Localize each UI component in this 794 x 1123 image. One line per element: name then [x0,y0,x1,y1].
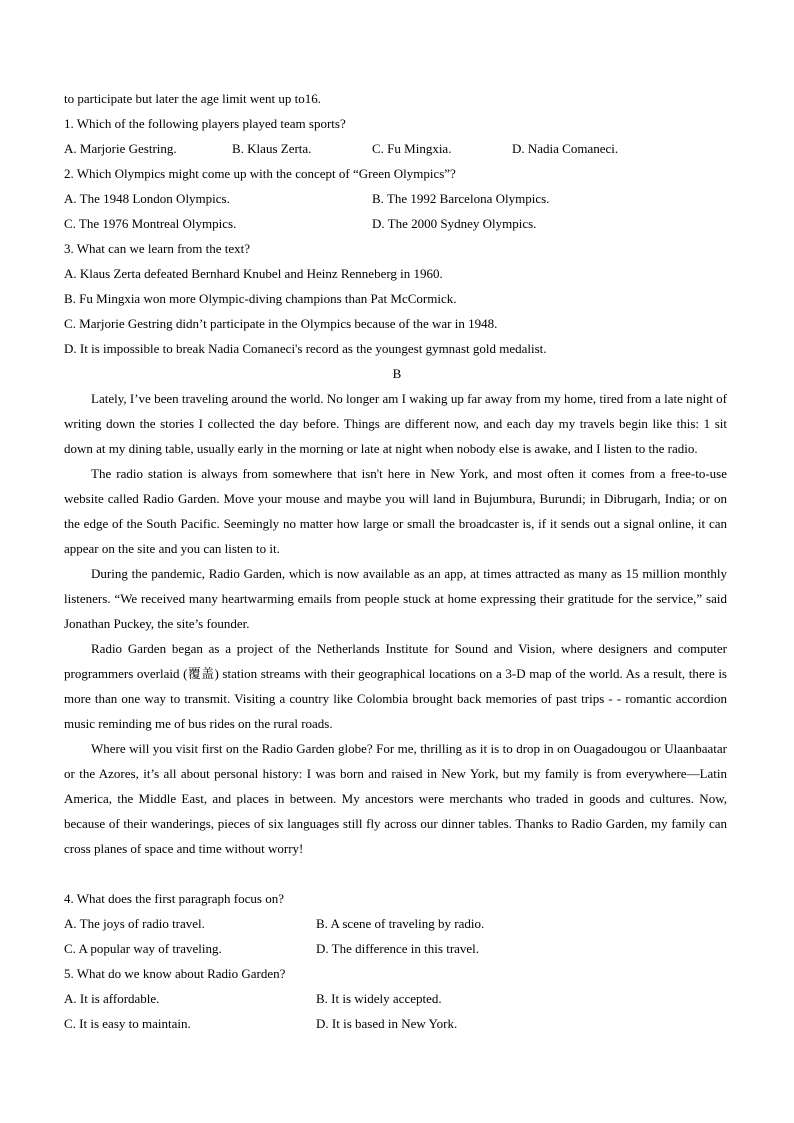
question-1-option-c: C. Fu Mingxia. [372,141,452,156]
passage-paragraph: During the pandemic, Radio Garden, which is now available as an app, at times attracted as many as 15 million monthly listeners. “We received many heartwarming emails from people stuck at home expressing their gratitude for the service,” said Jonathan Puckey, the site’s founder. [64,566,727,631]
section-heading: B [392,366,402,381]
passage-paragraph: Where will you visit first on the Radio Garden globe? For me, thrilling as it is to drop in on Ouagadougou or Ulaanbaatar or the Azores, it’s all about personal history: I was born and raised in New York, but my family is from everywhere—Latin America, the Middle East, and places in between. My ancestors were merchants who traded in goods and cultures. Now, because of their wanderings, pieces of six languages still fly across our dinner tables. Thanks to Radio Garden, my family can cross planes of space and time without worry! [64,741,727,856]
question-5-option-c: C. It is easy to maintain. [64,1016,191,1031]
question-3-option-a: A. Klaus Zerta defeated Bernhard Knubel and Heinz Renneberg in 1960. [64,266,443,281]
question-5-option-b: B. It is widely accepted. [316,991,442,1006]
question-4-stem: 4. What does the first paragraph focus on? [64,891,284,906]
question-3-option-c: C. Marjorie Gestring didn’t participate in the Olympics because of the war in 1948. [64,316,498,331]
question-4-option-b: B. A scene of traveling by radio. [316,916,485,931]
question-2-option-a: A. The 1948 London Olympics. [64,191,230,206]
question-1-option-b: B. Klaus Zerta. [232,141,312,156]
question-1-stem: 1. Which of the following players played team sports? [64,116,346,131]
question-5-stem: 5. What do we know about Radio Garden? [64,966,286,981]
question-2-stem: 2. Which Olympics might come up with the concept of “Green Olympics”? [64,166,456,181]
intro-tail: to participate but later the age limit went up to16. [64,91,322,106]
passage-paragraph: Lately, I’ve been traveling around the world. No longer am I waking up far away from my home, tired from a late night of writing down the stories I collected the day before. Things are different now, and each day my travels begin like this: 1 sit down at my dining table, usually early in the morning or late at night when nobody else is awake, and I listen to the radio. [64,391,727,456]
question-1-option-d: D. Nadia Comaneci. [512,141,619,156]
question-2-option-b: B. The 1992 Barcelona Olympics. [372,191,550,206]
question-2-option-c: C. The 1976 Montreal Olympics. [64,216,237,231]
question-4-option-a: A. The joys of radio travel. [64,916,205,931]
question-5-option-d: D. It is based in New York. [316,1016,458,1031]
question-1-option-a: A. Marjorie Gestring. [64,141,177,156]
question-3-option-d: D. It is impossible to break Nadia Comaneci's record as the youngest gymnast gold medalist. [64,341,547,356]
question-2-option-d: D. The 2000 Sydney Olympics. [372,216,537,231]
question-3-option-b: B. Fu Mingxia won more Olympic-diving champions than Pat McCormick. [64,291,457,306]
passage-paragraph: Radio Garden began as a project of the Netherlands Institute for Sound and Vision, where designers and computer programmers overlaid (覆盖) station streams with their geographical locations on a 3-D map of the world. As a result, there is more than one way to transmit. Visiting a country like Colombia brought back memories of past trips - - romantic accordion music reminding me of bus rides on the rural roads. [64,641,727,731]
question-3-stem: 3. What can we learn from the text? [64,241,251,256]
question-4-option-d: D. The difference in this travel. [316,941,480,956]
passage [64,386,727,861]
question-5-option-a: A. It is affordable. [64,991,160,1006]
question-4-option-c: C. A popular way of traveling. [64,941,222,956]
passage-paragraph: The radio station is always from somewhere that isn't here in New York, and most often it comes from a free-to-use website called Radio Garden. Move your mouse and maybe you will land in Bujumbura, Burundi; in Dibrugarh, India; or on the edge of the South Pacific. Seemingly no matter how large or small the broadcaster is, if it sends out a signal online, it can appear on the site and you can listen to it. [64,466,727,556]
